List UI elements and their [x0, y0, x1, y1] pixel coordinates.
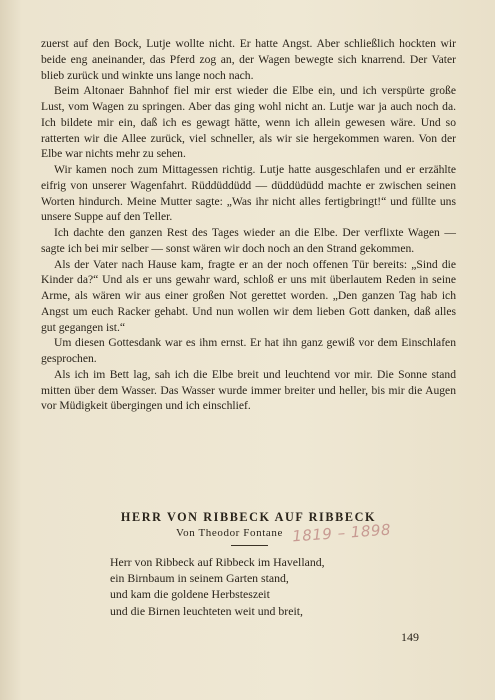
- poem-line: ein Birnbaum in seinem Garten stand,: [110, 571, 289, 586]
- poem-line: und kam die goldene Herbsteszeit: [110, 587, 270, 602]
- paragraph: Als der Vater nach Hause kam, fragte er an der noch offenen Tür bereits: „Sind die Kinder da?“ Und als er uns gewahr ward, schloß er uns mit überlautem Reden in seine Arme, als wären wir aus einer großen Not gerettet worden. „Den ganzen Tag hab ich Angst um euch Racker gehabt. Und nun wollen wir dem lieben Gott danken, daß alles gut gegangen ist.“: [41, 257, 456, 334]
- paragraph: Ich dachte den ganzen Rest des Tages wieder an die Elbe. Der verflixte Wagen — sagte ich bei mir selber — sonst wären wir doch noch an den Strand gekommen.: [41, 226, 456, 255]
- poem-line: und die Birnen leuchteten weit und breit,: [110, 603, 303, 618]
- poem-line: Herr von Ribbeck auf Ribbeck im Havelland,: [110, 555, 325, 569]
- paragraph: zuerst auf den Bock, Lutje wollte nicht. Er hatte Angst. Aber schließlich hockten wir beide eng aneinander, das Pferd zog an, der Wagen bewegte sich knarrend. Der Vater blieb zurück und winkte uns lange noch nach.: [41, 37, 456, 82]
- author-line: Von Theodor Fontane: [176, 527, 283, 539]
- poem-stanza: [110, 554, 450, 619]
- divider: [231, 545, 268, 546]
- paragraph: Um diesen Gottesdank war es ihm ernst. Er hat ihn ganz gewiß vor dem Einschlafen gesprochen.: [41, 336, 456, 365]
- poem-title: HERR VON RIBBECK AUF RIBBECK: [120, 510, 377, 524]
- page-number: 149: [401, 630, 419, 644]
- poem-byline: [176, 520, 392, 546]
- paragraph: Beim Altonaer Bahnhof fiel mir erst wieder die Elbe ein, und ich verspürte große Lust, vom Wagen zu springen. Aber das ging wohl nicht an. Lutje war ja auch noch da. Ich bildete mir ein, daß ich es gewagt hätte, wenn ich allein gewesen wäre. Und so ratterten wir die Allee zurück, viel schneller, als wir sie hergekommen waren. Von der Elbe war nichts mehr zu sehen.: [41, 84, 456, 161]
- prose-text: [41, 36, 456, 414]
- handwritten-dates: 1819 – 1898: [291, 520, 392, 546]
- paragraph: Als ich im Bett lag, sah ich die Elbe breit und leuchtend vor mir. Die Sonne stand mitten über dem Wasser. Das Wasser wurde immer breiter und heller, bis mir die Augen vor Müdigkeit übergingen und ich einschlief.: [41, 367, 456, 413]
- paragraph: Wir kamen noch zum Mittagessen richtig. Lutje hatte ausgeschlafen und er erzählte eifrig von unserer Wagenfahrt. Rüddüddüdd — düddüdüdd machte er zwischen seinen Worten hindurch. Meine Mutter sagte: „Was ihr nicht alles fertigbringt!“ und füllte uns unsere Suppe auf den Teller.: [41, 163, 456, 224]
